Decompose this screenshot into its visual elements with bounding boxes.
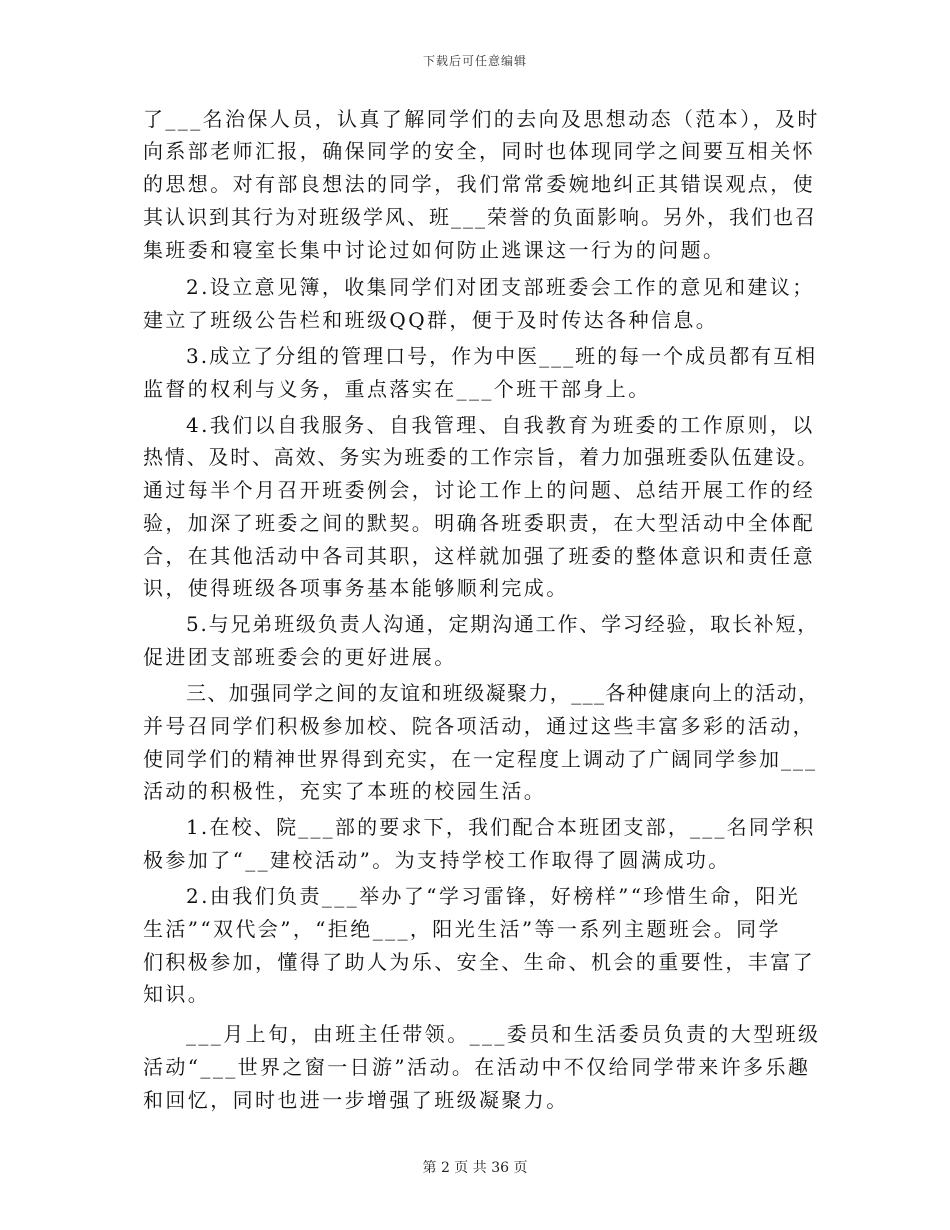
text-line: 通过每半个月召开班委例会，讨论工作上的问题、总结开展工作的经 (143, 478, 815, 502)
text-line: 知识。 (143, 982, 211, 1006)
text-line: 1.在校、院___部的要求下，我们配合本班团支部，___名同学积 (186, 815, 816, 839)
text-line: 识，使得班级各项事务基本能够顺利完成。 (143, 576, 569, 600)
text-line: 并号召同学们积极参加校、院各项活动，通过这些丰富多彩的活动， (143, 714, 815, 738)
text-line: 集班委和寝室长集中讨论过如何防止逃课这一行为的问题。 (143, 238, 726, 262)
text-line: 和回忆，同时也进一步增强了班级凝聚力。 (143, 1088, 569, 1112)
text-line: 2.设立意见簿，收集同学们对团支部班委会工作的意见和建议； (186, 275, 815, 299)
text-line: 3.成立了分组的管理口号，作为中医___班的每一个成员都有互相 (186, 344, 818, 368)
text-line: 生活”“双代会”，“拒绝___，阳光生活”等一系列主题班会。同学 (143, 917, 781, 941)
text-line: 验，加深了班委之间的默契。明确各班委职责，在大型活动中全体配 (143, 511, 815, 535)
text-line: 建立了班级公告栏和班级QQ群，便于及时传达各种信息。 (143, 308, 719, 332)
text-line: 三、加强同学之间的友谊和班级凝聚力，___各种健康向上的活动， (186, 681, 820, 705)
text-line: 2.由我们负责___举办了“学习雷锋，好榜样”“珍惜生命，阳光 (186, 884, 801, 908)
text-line: 的思想。对有部良想法的同学，我们常常委婉地纠正其错误观点，使 (143, 172, 815, 196)
text-line: 其认识到其行为对班级学风、班___荣誉的负面影响。另外，我们也召 (143, 205, 817, 229)
text-line: 5.与兄弟班级负责人沟通，定期沟通工作、学习经验，取长补短， (186, 612, 820, 636)
text-line: 极参加了“__建校活动”。为支持学校工作取得了圆满成功。 (143, 848, 731, 872)
text-line: 向系部老师汇报，确保同学的安全，同时也体现同学之间要互相关怀 (143, 139, 815, 163)
text-line: ___月上旬，由班主任带领。___委员和生活委员负责的大型班级 (186, 1022, 821, 1046)
text-line: 合，在其他活动中各司其职，这样就加强了班委的整体意识和责任意 (143, 544, 815, 568)
text-line: 了___名治保人员，认真了解同学们的去向及思想动态（范本），及时 (143, 107, 820, 131)
page-footer: 第 2 页 共 36 页 (422, 1160, 528, 1176)
page-header: 下载后可任意编辑 (422, 54, 527, 68)
text-line: 促进团支部班委会的更好进展。 (143, 645, 457, 669)
text-line: 热情、及时、高效、务实为班委的工作宗旨，着力加强班委队伍建设。 (143, 445, 819, 469)
text-line: 监督的权利与义务，重点落实在___个班干部身上。 (143, 377, 651, 401)
text-line: 使同学们的精神世界得到充实，在一定程度上调动了广阔同学参加___ (143, 747, 817, 771)
text-line: 们积极参加，懂得了助人为乐、安全、生命、机会的重要性，丰富了 (143, 950, 815, 974)
text-line: 4.我们以自我服务、自我管理、自我教育为班委的工作原则，以 (186, 413, 815, 437)
text-line: 活动的积极性，充实了本班的校园生活。 (143, 779, 547, 803)
text-line: 活动“___世界之窗一日游”活动。在活动中不仅给同学带来许多乐趣 (143, 1055, 811, 1079)
